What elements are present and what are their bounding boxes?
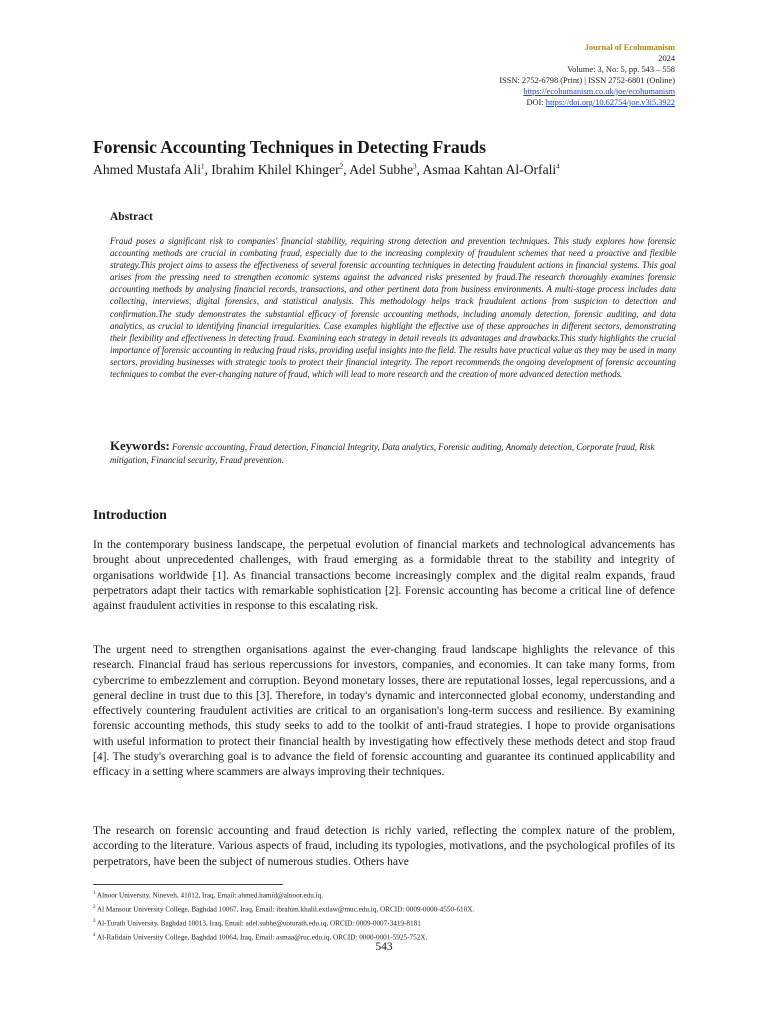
footnote-divider (93, 884, 283, 885)
author-affiliation-marker: 1 (200, 162, 205, 171)
introduction-paragraph-3: The research on forensic accounting and fraud detection is richly varied, reflecting the complex nature of the problem, according to the literature. Various aspects of fraud, including its typologies, motivations, and the psychological profiles of its perpetrators, have been the subject of numerous studies. Others have (93, 825, 675, 868)
journal-volume: Volume: 3, No: 5, pp. 543 – 558 (567, 65, 675, 74)
author-name: Ahmed Mustafa Ali (93, 162, 201, 177)
abstract-text: Fraud poses a significant risk to companies' financial stability, requiring strong detection and prevention techniques. This study explores how forensic accounting methods are crucial in combating fraud, especially due to the increasing complexity of fraudulent schemes that need a proactive and flexible strategy.This project aims to assess the effectiveness of several forensic accounting techniques in detecting fraudulent actions in financial systems. This goal arises from the pressing need to strengthen economic systems against the advanced risks presented by fraud.The research thoroughly examines forensic accounting methods by analysing financial records, transactions, and other pertinent data from business environments. A multi-stage process includes data collecting, interviews, digital forensics, and statistical analysis. This methodology helps track fraudulent actions from suspicion to detection and confirmation.The study demonstrates the substantial efficacy of forensic accounting methods, including anomaly detection, forensic auditing, and data analytics, as crucial to identifying financial irregularities. Case examples highlight the effective use of these approaches in different sectors, demonstrating their flexibility and effectiveness in detecting fraud. Examining each strategy in detail reveals its advantages and drawbacks.This study highlights the crucial importance of forensic accounting in reducing fraud risks, providing useful insights into the field. The results have practical value as they may be used in many sectors, providing businesses with strategic tools to protect their financial integrity. The report recommends the ongoing development of forensic accounting techniques to combat the ever-changing nature of fraud, which will lead to more research and the creation of more advanced detection methods. (110, 236, 676, 380)
abstract-heading: Abstract (110, 211, 153, 223)
footnotes (93, 888, 474, 944)
footnote: $^2$ Al Mansour University College, Baghdad 10067, Iraq, Email: ibrahim.khalil.extlaw@muc.edu.iq, ORCID: 0009-0000-4550-610X. (93, 904, 475, 914)
author-name: Adel Subhe (349, 162, 413, 177)
journal-header (499, 42, 675, 108)
keywords (110, 440, 676, 467)
paper-title: Forensic Accounting Techniques in Detecting Frauds (93, 137, 486, 157)
footnote: $^3$ Al-Turath University, Baghdad 10013, Iraq, Email: adel.subhe@uoturath.edu.iq, ORCID: 0009-0007-3419-8181 (93, 918, 421, 928)
footnote: $^1$ Alnoor University, Nineveh, 41012, Iraq, Email: ahmed.hamid@alnoor.edu.iq. (93, 891, 324, 900)
author-name: Ibrahim Khilel Khinger (211, 162, 340, 177)
journal-year: 2024 (658, 54, 675, 63)
doi-label: DOI: (526, 98, 546, 107)
introduction-paragraph-1: In the contemporary business landscape, the perpetual evolution of financial markets and technological advancements has brought about unprecedented challenges, with fraud emerging as a formidable threat to the stability and integrity of organisations worldwide [1]. As financial transactions become increasingly complex and the digital realm expands, fraud perpetrators adapt their tactics with remarkable sophistication [2]. Forensic accounting has become a critical line of defence against fraudulent activities in response to this escalating risk. (93, 539, 675, 613)
introduction-paragraph-2: The urgent need to strengthen organisations against the ever-changing fraud landscape highlights the relevance of this research. Financial fraud has serious repercussions for investors, companies, and economies. It can take many forms, from cybercrime to embezzlement and corruption. Beyond monetary losses, there are reputational losses, legal repercussions, and a general decline in trust due to this [3]. Therefore, in today's dynamic and interconnected global economy, understanding and effectively countering fraudulent activities are critical to an organisation's long-term success and resilience. By examining forensic accounting methods, this study seeks to add to the toolkit of anti-fraud strategies. I hope to provide organisations with useful information to protect their financial health by investigating how effectively these methods detect and stop fraud [4]. The study's overarching goal is to advance the field of forensic accounting and guarantee its continued applicability and efficacy in a setting where scammers are always improving their techniques. (93, 644, 675, 779)
author-affiliation-marker: 2 (339, 162, 344, 171)
introduction-heading: Introduction (93, 507, 167, 522)
author-list: Ahmed Mustafa Ali$^1$, Ibrahim Khilel Khinger$^2$, Adel Subhe$^3$, Asmaa Kahtan Al-Orfali$^4$ (93, 162, 560, 177)
author-affiliation-marker: 4 (556, 162, 560, 171)
journal-issn: ISSN: 2752-6798 (Print) | ISSN 2752-6801 (Online) (499, 76, 675, 85)
journal-url-link[interactable]: https://ecohumanism.co.uk/joe/ecohumanism (523, 87, 675, 96)
keywords-label: Keywords: (110, 439, 170, 453)
keywords-text: Forensic accounting, Fraud detection, Financial Integrity, Data analytics, Forensic auditing, Anomaly detection, Corporate fraud, Risk mitigation, Financial security, Fraud prevention. (110, 442, 655, 465)
journal-name: Journal of Ecohumanism (584, 43, 675, 52)
page-number: 543 (375, 941, 393, 953)
doi-line (499, 97, 675, 108)
footnote: $^4$ Al-Rafidain University College, Baghdad 10064, Iraq, Email: asmaa@ruc.edu.iq, ORCID: 0000-0001-5925-752X. (93, 932, 428, 942)
author-name: Asmaa Kahtan Al-Orfali (422, 162, 557, 177)
author-affiliation-marker: 3 (413, 162, 417, 171)
doi-link[interactable]: https://doi.org/10.62754/joe.v3i5.3922 (545, 98, 675, 107)
